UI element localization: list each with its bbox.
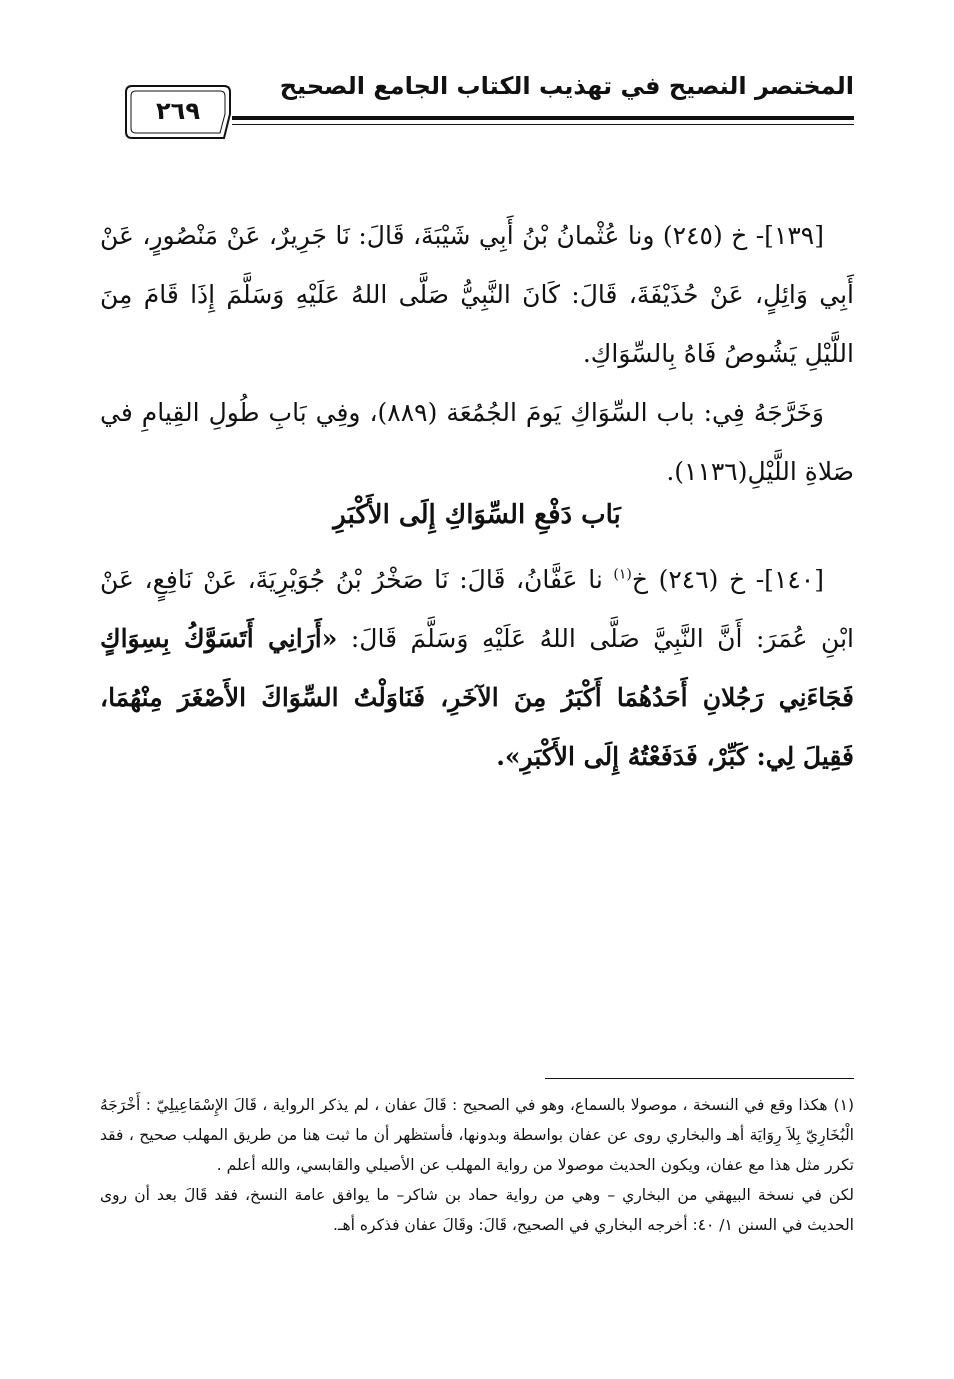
footnote-number: (١) bbox=[833, 1096, 854, 1114]
hadith-140-text bbox=[100, 550, 854, 786]
footnote-1 bbox=[100, 1090, 854, 1180]
hadith-139-takhrij-text: وَخَرَّجَهُ فِي: باب السِّوَاكِ يَومَ الجُمُعَة (٨٨٩)، وفِي بَابِ طُولِ القِيامِ في صَلاةِ اللَّيْلِ(١١٣٦). bbox=[100, 398, 854, 486]
footnote-1-continuation: لكن في نسخة البيهقي من البخاري – وهي من رواية حماد بن شاكر– ما يوافق عامة النسخ، فقد قَالَ بعد أن روى الحديث في السنن ١/ ٤٠: أخرجه البخاري في الصحيح، قَالَ: وقَالَ عفان فذكره أهـ. bbox=[100, 1186, 854, 1234]
footnote-separator bbox=[545, 1078, 854, 1079]
header-rule bbox=[232, 116, 854, 120]
hadith-140-isnad-rest: نا عَفَّانُ، قَالَ: نَا صَخْرُ بْنُ جُوَيْرِيَةَ، عَنْ نَافِعٍ، عَنْ ابْنِ عُمَرَ: أَنَّ النَّبِيَّ صَلَّى اللهُ عَلَيْهِ وَسَلَّمَ قَالَ: bbox=[100, 565, 854, 653]
footnote-1-text: هكذا وقع في النسخة ، موصولا بالسماع، وهو في الصحيح : قَالَ عفان ، لم يذكر الرواية ، قَالَ الإِسْمَاعِيلِيّ : أَخْرَجَهُ الْبُخَارِيّ بِلاَ رِوَايَة أهـ والبخاري روى عن عفان بواسطة وبدونها، فأستظهر أن ما ثبت هنا من طريق المهلب صحيح ، فقد تكرر مثل هذا مع عفان، ويكون الحديث موصولا من رواية المهلب عن الأصيلي والقابسي، والله أعلم . bbox=[100, 1096, 854, 1174]
hadith-139 bbox=[100, 206, 854, 383]
running-header-title: المختصر النصيح في تهذيب الكتاب الجامع الصحيح bbox=[279, 72, 854, 100]
hadith-140-matn: «أَرَانِي أَتَسَوَّكُ بِسِوَاكٍ فَجَاءَنِي رَجُلانِ أَحَدُهُمَا أَكْبَرُ مِنَ الآخَرِ، فَنَاوَلْتُ السِّوَاكَ الأَصْغَرَ مِنْهُمَا، فَقِيلَ لِي: كَبِّرْ، فَدَفَعْتُهُ إِلَى الأَكْبَرِ». bbox=[100, 624, 854, 771]
page-number-frame bbox=[124, 84, 232, 140]
hadith-140-isnad: [١٤٠]- خ (٢٤٦) خ bbox=[631, 565, 824, 594]
header-rule-thin bbox=[232, 124, 854, 125]
page-number: ٢٦٩ bbox=[156, 97, 200, 125]
hadith-139-takhrij bbox=[100, 383, 854, 501]
hadith-139-text: [١٣٩]- خ (٢٤٥) ونا عُثْمانُ بْنُ أَبِي شَيْبَةَ، قَالَ: نَا جَرِيرٌ، عَنْ مَنْصُورٍ، عَنْ أَبِي وَائِلٍ، عَنْ حُذَيْفَةَ، قَالَ: كَانَ النَّبِيُّ صَلَّى اللهُ عَلَيْهِ وَسَلَّمَ إِذَا قَامَ مِنَ اللَّيْلِ يَشُوصُ فَاهُ بِالسِّوَاكِ. bbox=[100, 221, 854, 368]
footnotes bbox=[100, 1090, 854, 1240]
chapter-heading: بَاب دَفْعِ السِّوَاكِ إِلَى الأَكْبَرِ bbox=[333, 500, 621, 530]
footnote-marker[interactable]: (١) bbox=[613, 566, 632, 583]
hadith-140 bbox=[100, 550, 854, 786]
